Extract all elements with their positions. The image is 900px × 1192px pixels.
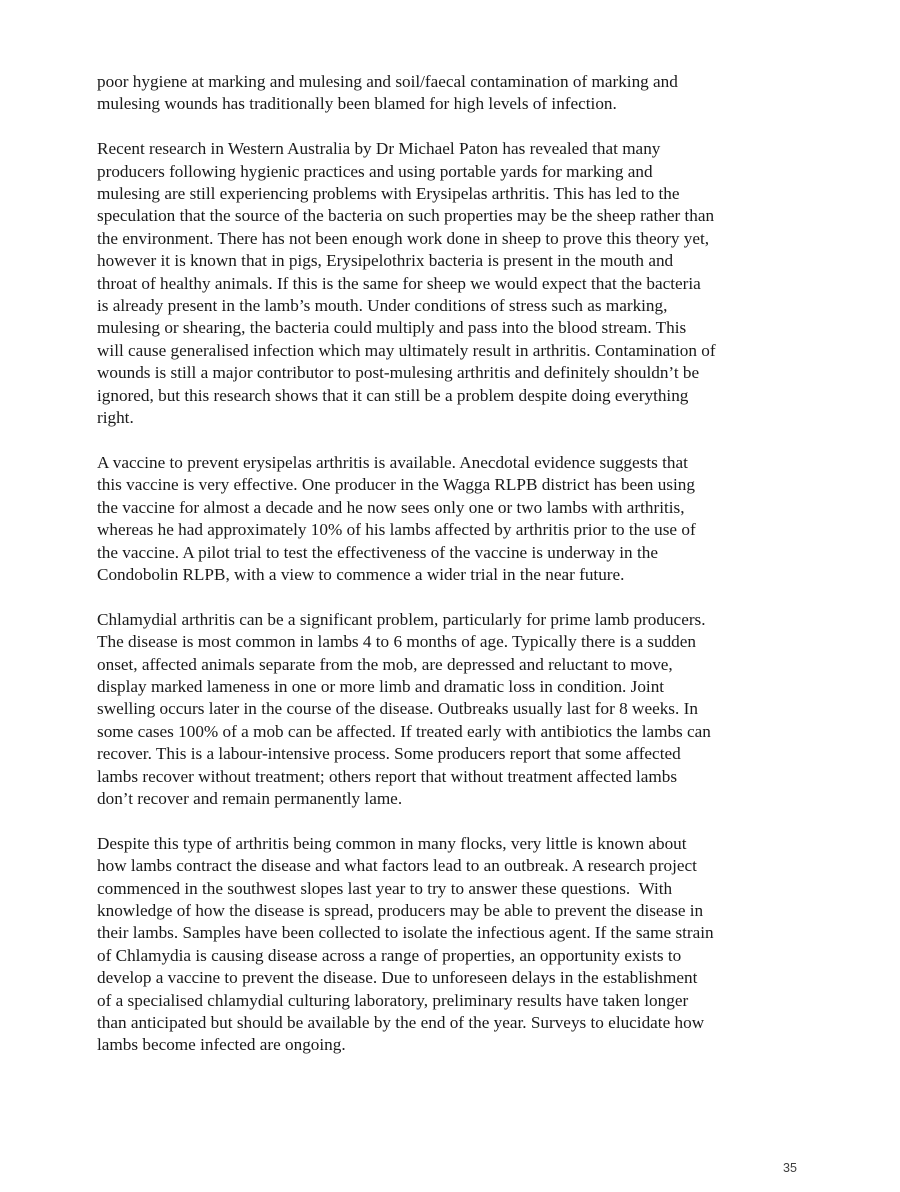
text-line: the vaccine for almost a decade and he now sees only one or two lambs with arthritis,: [97, 497, 685, 517]
text-line: develop a vaccine to prevent the disease. Due to unforeseen delays in the establishment: [97, 968, 698, 988]
text-line: wounds is still a major contributor to post-mulesing arthritis and definitely shouldn’t be: [97, 363, 700, 383]
text-line: don’t recover and remain permanently lame.: [97, 788, 403, 808]
text-line: their lambs. Samples have been collected to isolate the infectious agent. If the same strain: [97, 923, 714, 943]
text-line: display marked lameness in one or more limb and dramatic loss in condition. Joint: [97, 676, 665, 696]
text-line: throat of healthy animals. If this is the same for sheep we would expect that the bacteria: [97, 273, 701, 293]
text-line: right.: [97, 408, 134, 428]
paragraph: [97, 71, 887, 116]
text-line: Condobolin RLPB, with a view to commence a wider trial in the near future.: [97, 564, 625, 584]
page-number: 35: [783, 1161, 797, 1175]
text-line: than anticipated but should be available by the end of the year. Surveys to elucidate how: [97, 1013, 705, 1032]
paragraph: [97, 609, 887, 811]
text-line: Despite this type of arthritis being common in many flocks, very little is known about: [97, 833, 687, 853]
text-line: ignored, but this research shows that it can still be a problem despite doing everything: [97, 385, 689, 405]
text-line: mulesing wounds has traditionally been blamed for high levels of infection.: [97, 94, 617, 114]
text-line: speculation that the source of the bacteria on such properties may be the sheep rather than: [97, 206, 715, 226]
text-line: Chlamydial arthritis can be a significant problem, particularly for prime lamb producers.: [97, 609, 706, 629]
text-line: poor hygiene at marking and mulesing and soil/faecal contamination of marking and: [97, 72, 678, 91]
text-line: A vaccine to prevent erysipelas arthritis is available. Anecdotal evidence suggests that: [97, 452, 688, 472]
text-line: is already present in the lamb’s mouth. Under conditions of stress such as marking,: [97, 296, 668, 316]
text-line: lambs recover without treatment; others report that without treatment affected lambs: [97, 766, 678, 786]
document-body: [97, 71, 887, 1057]
text-line: onset, affected animals separate from the mob, are depressed and reluctant to move,: [97, 654, 673, 674]
text-line: Recent research in Western Australia by Dr Michael Paton has revealed that many: [97, 139, 661, 159]
text-line: commenced in the southwest slopes last year to try to answer these questions. With: [97, 878, 673, 898]
text-line: of Chlamydia is causing disease across a range of properties, an opportunity exists to: [97, 945, 682, 965]
text-line: of a specialised chlamydial culturing laboratory, preliminary results have taken longer: [97, 990, 689, 1010]
text-line: whereas he had approximately 10% of his lambs affected by arthritis prior to the use of: [97, 520, 696, 540]
text-line: this vaccine is very effective. One producer in the Wagga RLPB district has been using: [97, 475, 695, 495]
text-line: lambs become infected are ongoing.: [97, 1035, 346, 1055]
text-line: recover. This is a labour-intensive process. Some producers report that some affected: [97, 744, 681, 764]
text-line: however it is known that in pigs, Erysipelothrix bacteria is present in the mouth and: [97, 251, 674, 271]
text-line: The disease is most common in lambs 4 to 6 months of age. Typically there is a sudden: [97, 632, 696, 652]
text-line: swelling occurs later in the course of the disease. Outbreaks usually last for 8 weeks. In: [97, 699, 698, 719]
text-line: will cause generalised infection which may ultimately result in arthritis. Contamination of: [97, 340, 716, 360]
text-line: producers following hygienic practices and using portable yards for marking and: [97, 161, 653, 181]
text-line: the environment. There has not been enough work done in sheep to prove this theory yet,: [97, 228, 710, 248]
text-line: some cases 100% of a mob can be affected. If treated early with antibiotics the lambs can: [97, 721, 711, 741]
paragraph: [97, 833, 887, 1057]
text-line: knowledge of how the disease is spread, producers may be able to prevent the disease in: [97, 900, 704, 920]
paragraph: [97, 138, 887, 429]
text-line: mulesing are still experiencing problems with Erysipelas arthritis. This has led to the: [97, 184, 680, 204]
text-line: mulesing or shearing, the bacteria could multiply and pass into the blood stream. This: [97, 318, 687, 338]
text-line: the vaccine. A pilot trial to test the effectiveness of the vaccine is underway in the: [97, 542, 658, 562]
paragraph: [97, 452, 887, 586]
text-line: how lambs contract the disease and what factors lead to an outbreak. A research project: [97, 856, 697, 876]
